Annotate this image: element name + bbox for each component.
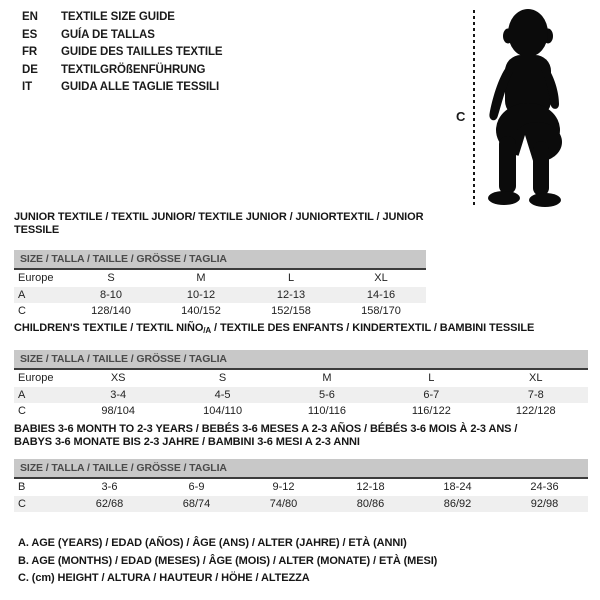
junior-textile-section [14,211,426,320]
lang-row-fr [22,44,223,62]
babies-textile-section [14,423,588,512]
size-cell: S [218,372,227,384]
row-label: Europe [18,272,54,284]
childrens-table-title [14,322,588,337]
row-label: Europe [18,372,54,384]
title-part: / TEXTILE DES ENFANTS / KINDERTEXTIL / BAMBINI TESSILE [211,322,535,334]
age-cell: 6-7 [423,388,440,401]
lang-title: GUÍA DE TALLAS [61,28,155,41]
lang-title: GUIDA ALLE TAGLIE TESSILI [61,81,220,94]
size-cell: M [322,372,332,384]
age-cell: 8-10 [99,288,123,301]
lang-row-en [22,9,223,27]
size-cell: L [287,272,295,284]
age-cell: 12-13 [276,288,306,301]
title-part: CHILDREN'S TEXTILE / TEXTIL NIÑO [14,322,204,334]
age-cell: 4-5 [214,388,231,401]
junior-size-table [14,270,426,320]
size-cell: XS [110,372,126,384]
height-cell: 128/140 [91,305,131,317]
junior-size-header-bar: SIZE / TALLA / TAILLE / GRÖSSE / TAGLIA [14,250,426,270]
age-cell: 12-18 [356,481,385,493]
size-cell: S [107,272,115,284]
childrens-size-table [14,370,588,420]
row-label: A [18,288,26,301]
age-cell: 3-4 [110,388,127,401]
height-cell: 68/74 [182,497,211,510]
table-row [14,403,588,420]
height-cell: 140/152 [181,305,221,317]
babies-size-table [14,479,588,512]
age-cell: 18-24 [443,481,472,493]
age-cell: 7-8 [527,388,544,401]
height-cell: 92/98 [530,497,559,510]
lang-title: TEXTILGRÖßENFÜHRUNG [61,63,206,76]
note-age-years: A. AGE (YEARS) / EDAD (AÑOS) / ÂGE (ANS) / ALTER (JAHRE) / ETÀ (ANNI) [18,537,407,549]
dashed-height-line [473,10,475,206]
table-row [14,479,588,496]
height-cell: 116/122 [411,405,451,417]
age-cell: 5-6 [319,388,335,401]
row-label: B [18,481,26,493]
size-cell: XL [529,372,543,384]
lang-code: DE [22,63,38,76]
babies-title-line2: BABYS 3-6 MONATE BIS 2-3 JAHRE / BAMBINI 3-6 MESI A 2-3 ANNI [14,436,360,448]
language-title-list [22,9,223,97]
lang-code: IT [22,81,33,94]
age-cell: 3-6 [101,481,118,493]
size-cell: XL [374,272,388,284]
height-cell: 158/170 [361,305,401,317]
table-row [14,270,426,287]
age-cell: 24-36 [530,481,559,493]
size-cell: L [428,372,435,384]
height-cell: 74/80 [269,497,298,510]
babies-size-header-bar: SIZE / TALLA / TAILLE / GRÖSSE / TAGLIA [14,459,588,479]
table-row [14,287,426,304]
table-row [14,387,588,404]
height-cell: 110/116 [307,405,347,417]
height-cell: 86/92 [443,497,472,510]
height-cell: 104/110 [203,405,243,417]
junior-table-title: JUNIOR TEXTILE / TEXTIL JUNIOR/ TEXTILE JUNIOR / JUNIORTEXTIL / JUNIOR TESSILE [14,211,424,236]
lang-code: FR [22,46,38,59]
height-cell: 62/68 [95,497,124,510]
lang-code: EN [22,11,38,23]
table-row [14,496,588,513]
age-cell: 6-9 [188,481,205,493]
childrens-size-header-bar: SIZE / TALLA / TAILLE / GRÖSSE / TAGLIA [14,350,588,370]
height-cell: 122/128 [515,405,556,417]
height-cell: 80/86 [356,497,385,510]
babies-table-title [14,423,588,449]
row-label: C [18,305,26,317]
table-row [14,303,426,320]
lang-row-de [22,62,223,80]
note-age-months: B. AGE (MONTHS) / EDAD (MESES) / ÂGE (MOIS) / ALTER (MONATE) / ETÀ (MESI) [18,554,438,567]
height-measure-figure [450,8,595,208]
childrens-textile-section [14,322,588,420]
row-label: C [18,497,26,510]
height-measure-label: C [456,109,466,124]
lang-row-it [22,79,223,97]
age-cell: 9-12 [272,481,295,493]
lang-code: ES [22,28,38,41]
lang-title: GUIDE DES TAILLES TEXTILE [61,46,223,59]
row-label: C [18,405,26,417]
size-cell: M [196,272,206,284]
height-cell: 152/158 [271,305,311,317]
row-label: A [18,388,26,401]
legend-notes [18,535,437,588]
note-height-cm: C. (cm) HEIGHT / ALTURA / HAUTEUR / HÖHE / ALTEZZA [18,572,310,584]
babies-title-line1: BABIES 3-6 MONTH TO 2-3 YEARS / BEBÉS 3-6 MESES A 2-3 AÑOS / BÉBÉS 3-6 MOIS À 2-3 ANS / [14,423,518,435]
table-row [14,370,588,387]
age-cell: 14-16 [366,288,396,301]
height-cell: 98/104 [101,405,136,417]
lang-row-es [22,27,223,45]
lang-title: TEXTILE SIZE GUIDE [61,11,175,23]
age-cell: 10-12 [186,288,216,301]
toddler-silhouette-icon [483,8,575,208]
title-subscript: /A [203,326,212,335]
